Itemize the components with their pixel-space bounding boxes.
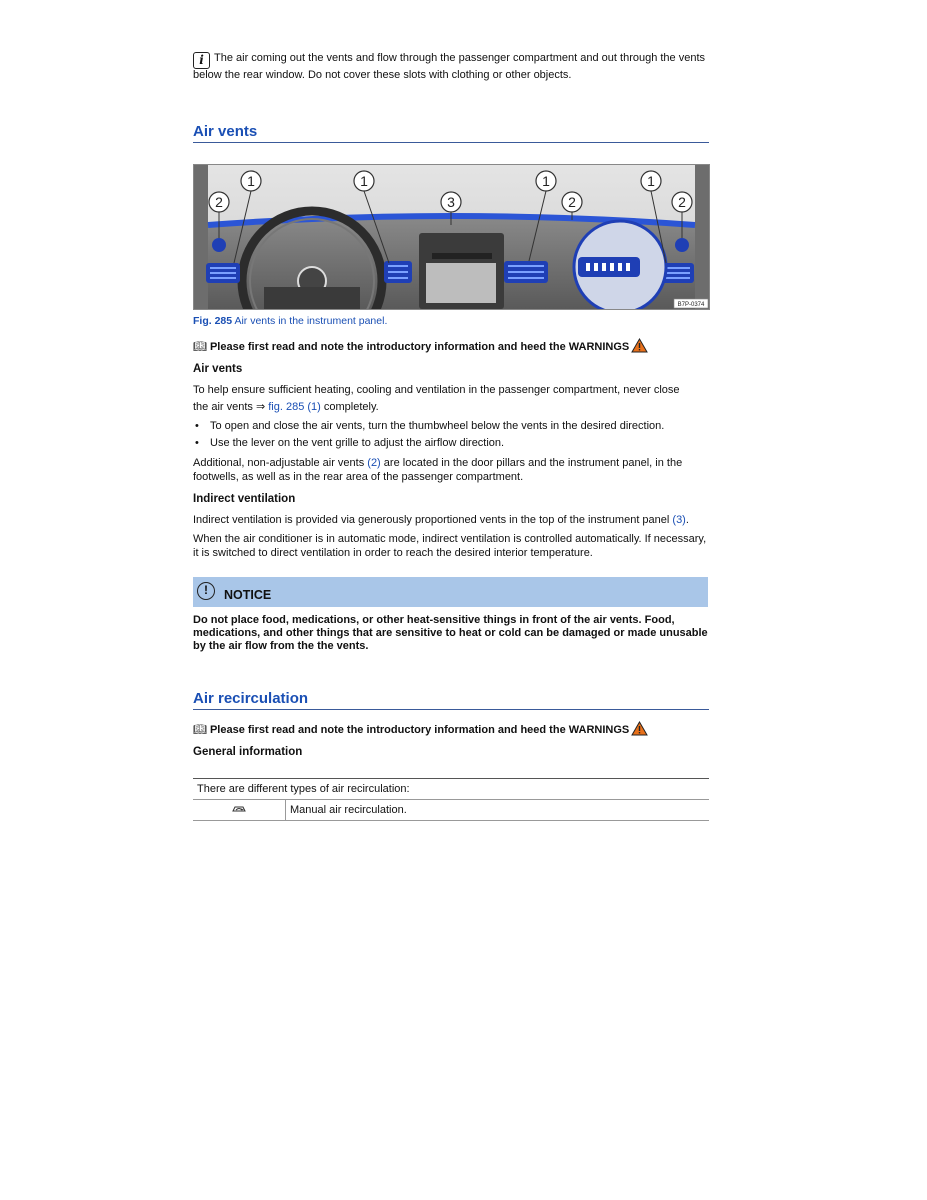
notice-exclamation-icon: ! [197, 582, 215, 600]
subheading-general-information: General information [193, 746, 303, 758]
figure-caption-label: Fig. 285 [193, 315, 233, 327]
paragraph-air-vents-1b: the air vents ⇒ fig. 285 (1) completely. [193, 401, 379, 413]
notice-text: Do not place food, medications, or other heat-sensitive things in front of the air vents. Food, medications, and other things that are sensitive to heat or cold can be damaged or made unusable by the air flow from the the vents. [193, 614, 708, 652]
callout-1c: 1 [542, 173, 550, 189]
read-first-note-1 [193, 338, 648, 353]
recirculation-table [193, 778, 709, 821]
vent-grille-left [206, 263, 240, 283]
callout-1b: 1 [360, 173, 368, 189]
table-text-cell: Manual air recirculation. [286, 800, 710, 821]
callout-1a: 1 [247, 173, 255, 189]
list-item: • To open and close the air vents, turn the thumbwheel below the vents in the desired direction. [193, 418, 709, 435]
fig-285-link[interactable]: fig. 285 (1) [268, 401, 321, 413]
read-first-note-2 [193, 721, 648, 736]
table-row [193, 800, 709, 821]
callout-2c: 2 [678, 194, 686, 210]
notice-banner [193, 577, 708, 607]
callout-3: 3 [447, 194, 455, 210]
list-item: • Use the lever on the vent grille to adjust the airflow direction. [193, 435, 709, 452]
paragraph-air-vents-1a: To help ensure sufficient heating, cooling and ventilation in the passenger compartment, never close [193, 384, 680, 396]
paragraph-additional-vents: Additional, non-adjustable air vents (2) are located in the door pillars and the instrument panel, in the footwells, as well as in the rear area of the passenger compartment. [193, 457, 683, 483]
paragraph-indirect-2: When the air conditioner is in automatic mode, indirect ventilation is controlled automatically. If necessary, it is switched to direct ventilation in order to reach the desired interior temperature. [193, 533, 707, 559]
air-vents-figure [193, 164, 710, 310]
callout-1d: 1 [647, 173, 655, 189]
book-icon: 📖︎ [193, 341, 207, 353]
table-header-cell: There are different types of air recirculation: [193, 779, 709, 800]
vent-detail-magnifier [574, 221, 666, 309]
info-note [193, 52, 709, 82]
figure-caption [193, 315, 387, 327]
warning-triangle-icon[interactable] [631, 721, 648, 736]
subheading-indirect-ventilation: Indirect ventilation [193, 493, 296, 505]
table-row [193, 779, 709, 800]
air-recirculation-icon [231, 804, 247, 813]
notice-title: NOTICE [224, 588, 272, 602]
info-icon: i [193, 52, 210, 69]
figure-caption-text: Air vents in the instrument panel. [232, 315, 388, 327]
book-icon: 📖︎ [193, 724, 207, 736]
air-vents-bullet-list [193, 418, 709, 452]
section-title-air-recirculation: Air recirculation [193, 690, 709, 710]
section-title-air-vents: Air vents [193, 123, 709, 143]
callout-2a: 2 [568, 194, 576, 210]
figure-code: B7P-0374 [677, 302, 705, 308]
warning-triangle-icon[interactable] [631, 338, 648, 353]
table-icon-cell [193, 800, 286, 821]
vent-grille-center-right [504, 261, 548, 283]
paragraph-indirect-1: Indirect ventilation is provided via generously proportioned vents in the top of the instrument panel (3). [193, 514, 689, 526]
read-first-text-1: Please first read and note the introductory information and heed the WARNINGS [209, 341, 630, 353]
callout-3-link[interactable]: (3) [672, 514, 686, 526]
callout-2-link[interactable]: (2) [367, 457, 381, 469]
info-note-text: The air coming out the vents and flow through the passenger compartment and out through the vents below the rear window. Do not cover these slots with clothing or other objects. [193, 52, 706, 81]
callout-2b: 2 [215, 194, 223, 210]
subheading-air-vents: Air vents [193, 363, 243, 375]
vent-grille-center-left [384, 261, 412, 283]
read-first-text-2: Please first read and note the introductory information and heed the WARNINGS [209, 724, 630, 736]
instrument-panel-illustration [194, 165, 709, 309]
